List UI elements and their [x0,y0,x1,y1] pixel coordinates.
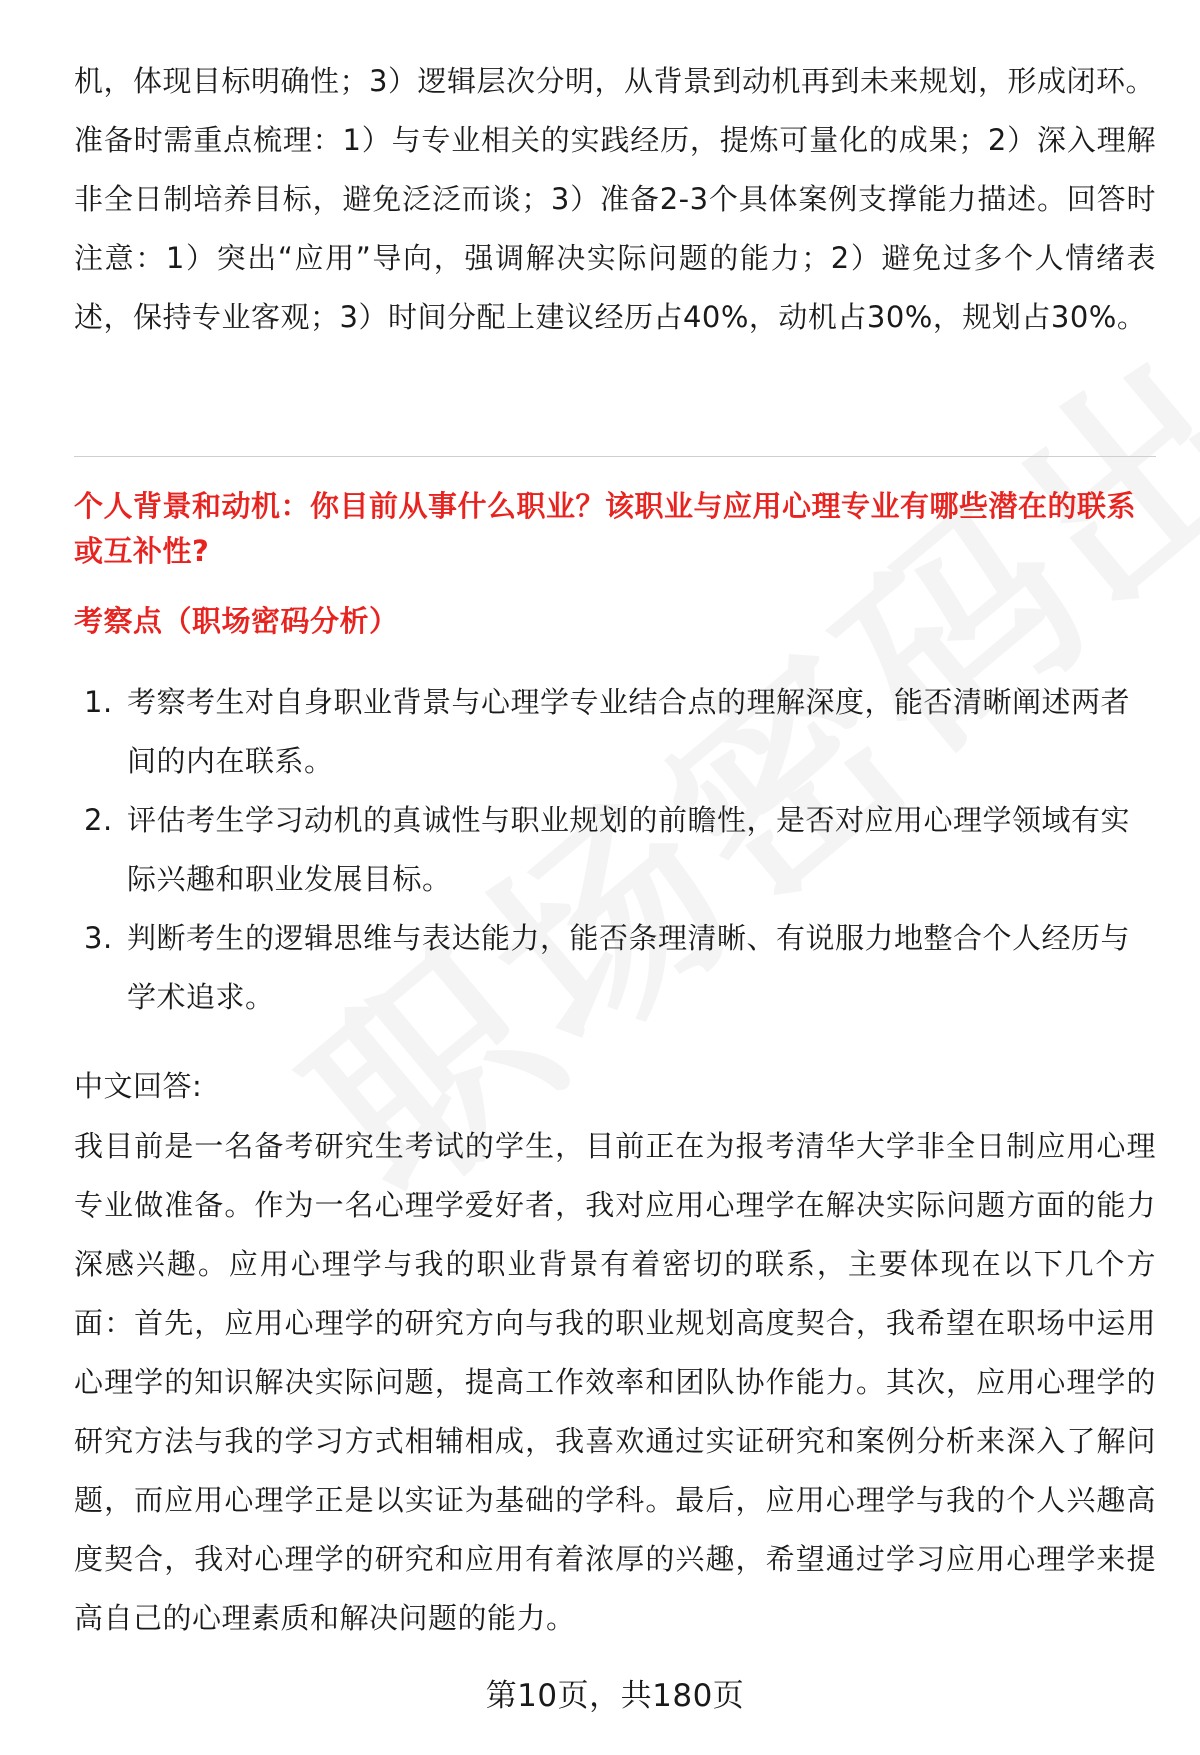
list-item-text: 评估考生学习动机的真诚性与职业规划的前瞻性，是否对应用心理学领域有实际兴趣和职业发展目标。 [127,803,1131,896]
paragraph: 机，体现目标明确性；3）逻辑层次分明，从背景到动机再到未来规划，形成闭环。 [74,64,1155,98]
list-number: 1. [84,685,113,719]
exam-points-list [74,673,1156,1027]
list-item-text: 考察考生对自身职业背景与心理学专业结合点的理解深度，能否清晰阐述两者间的内在联系。 [127,685,1131,778]
exam-points-title: 考察点（职场密码分析） [74,604,399,638]
paragraph: 准备时需重点梳理：1）与专业相关的实践经历，提炼可量化的成果；2）深入理解非全日制培养目标，避免泛泛而谈；3）准备2-3个具体案例支撑能力描述。回答时注意：1）突出“应用”导向，强调解决实际问题的能力；2）避免过多个人情绪表述，保持专业客观；3）时间分配上建议经历占40%，动机占30%，规划占30%。 [74,123,1156,334]
list-item [74,673,1156,791]
document-page [74,0,1156,1755]
section-divider [74,456,1156,457]
list-item [74,791,1156,909]
list-item [74,909,1156,1027]
previous-answer-continuation [74,52,1156,347]
list-number: 3. [84,921,113,955]
answer-paragraph: 我目前是一名备考研究生考试的学生，目前正在为报考清华大学非全日制应用心理专业做准备。作为一名心理学爱好者，我对应用心理学在解决实际问题方面的能力深感兴趣。应用心理学与我的职业背景有着密切的联系，主要体现在以下几个方面：首先，应用心理学的研究方向与我的职业规划高度契合，我希望在职场中运用心理学的知识解决实际问题，提高工作效率和团队协作能力。其次，应用心理学的研究方法与我的学习方式相辅相成，我喜欢通过实证研究和案例分析来深入了解问题，而应用心理学正是以实证为基础的学科。最后，应用心理学与我的个人兴趣高度契合，我对心理学的研究和应用有着浓厚的兴趣，希望通过学习应用心理学来提高自己的心理素质和解决问题的能力。 [74,1129,1156,1635]
list-number: 2. [84,803,113,837]
page-number: 第10页，共180页 [485,1678,745,1714]
answer-body [74,1117,1156,1648]
list-item-text: 判断考生的逻辑思维与表达能力，能否条理清晰、有说服力地整合个人经历与学术追求。 [127,921,1131,1014]
answer-label: 中文回答: [74,1069,203,1103]
question-heading: 个人背景和动机：你目前从事什么职业？该职业与应用心理专业有哪些潜在的联系或互补性? [74,489,1137,568]
